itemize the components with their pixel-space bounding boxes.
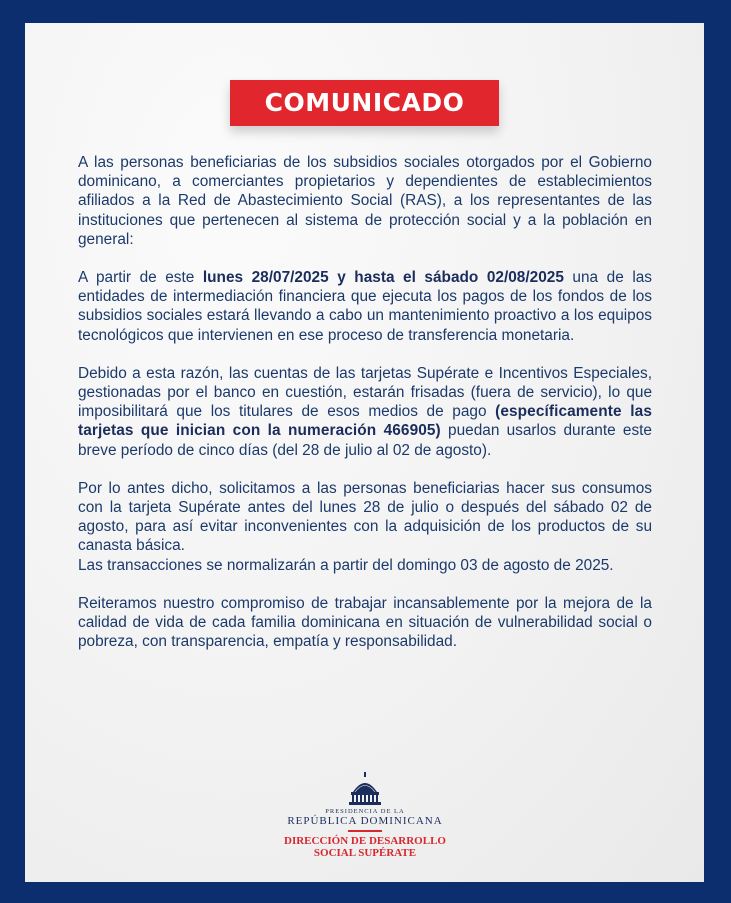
- paragraph-maintenance: [78, 268, 652, 345]
- paragraph-recipients: A las personas beneficiarias de los subsidios sociales otorgados por el Gobierno dominicano, a comerciantes propietarios y dependientes de establecimientos afiliados a la Red de Abastecimiento Social (RAS), a los representantes de las instituciones que pertenecen al sistema de protección social y a la población en general:: [78, 154, 652, 248]
- paragraph-commitment: Reiteramos nuestro compromiso de trabajar incansablemente por la mejora de la calidad de vida de cada familia dominicana en situación de vulnerabilidad social o pobreza, con transparencia, empatía y responsabilidad.: [78, 594, 652, 651]
- p2-text-before: A partir de este: [78, 269, 203, 287]
- presidencia-label: PRESIDENCIA DE LA: [325, 808, 405, 815]
- p3-text-after: puedan usarlos durante este breve período de cinco días (del 28 de julio al 02 de agosto).: [78, 422, 652, 459]
- capitol-dome-icon: [345, 772, 385, 806]
- maintenance-dates: lunes 28/07/2025 y hasta el sábado 02/08/2025: [202, 269, 564, 287]
- logo-divider: [348, 830, 382, 832]
- p3-text-before: Debido a esta razón, las cuentas de las tarjetas Supérate e Incentivos Especiales, gestionadas por el banco en cuestión, estarán frisadas (fuera de servicio), lo que imposibilitará que los titulares de esos medios de pago: [78, 364, 652, 421]
- card-number-notice: (específicamente las tarjetas que inician con la numeración 466905): [78, 403, 653, 440]
- direccion-line-2: SOCIAL SUPÉRATE: [313, 847, 417, 859]
- institution-logo: [280, 772, 450, 872]
- republica-label: REPÚBLICA DOMINICANA: [287, 815, 443, 827]
- direccion-line-1: DIRECCIÓN DE DESARROLLO: [284, 835, 446, 847]
- paragraph-normalization: Las transacciones se normalizarán a partir del domingo 03 de agosto de 2025.: [78, 556, 614, 574]
- announcement-body: [78, 153, 652, 670]
- p2-text-after: una de las entidades de intermediación financiera que ejecuta los pagos de los fondos de los subsidios sociales estará llevando a cabo un mantenimiento proactivo a los equipos tecnológicos que intervienen en ese proceso de transferencia monetaria.: [78, 269, 652, 344]
- comunicado-title: COMUNICADO: [230, 80, 499, 126]
- paragraph-request: Por lo antes dicho, solicitamos a las personas beneficiarias hacer sus consumos con la tarjeta Supérate antes del lunes 28 de julio o después del sábado 02 de agosto, para así evitar inconvenientes con la adquisición de los productos de su canasta básica.: [78, 479, 652, 555]
- paragraph-cards-frozen: [78, 364, 652, 460]
